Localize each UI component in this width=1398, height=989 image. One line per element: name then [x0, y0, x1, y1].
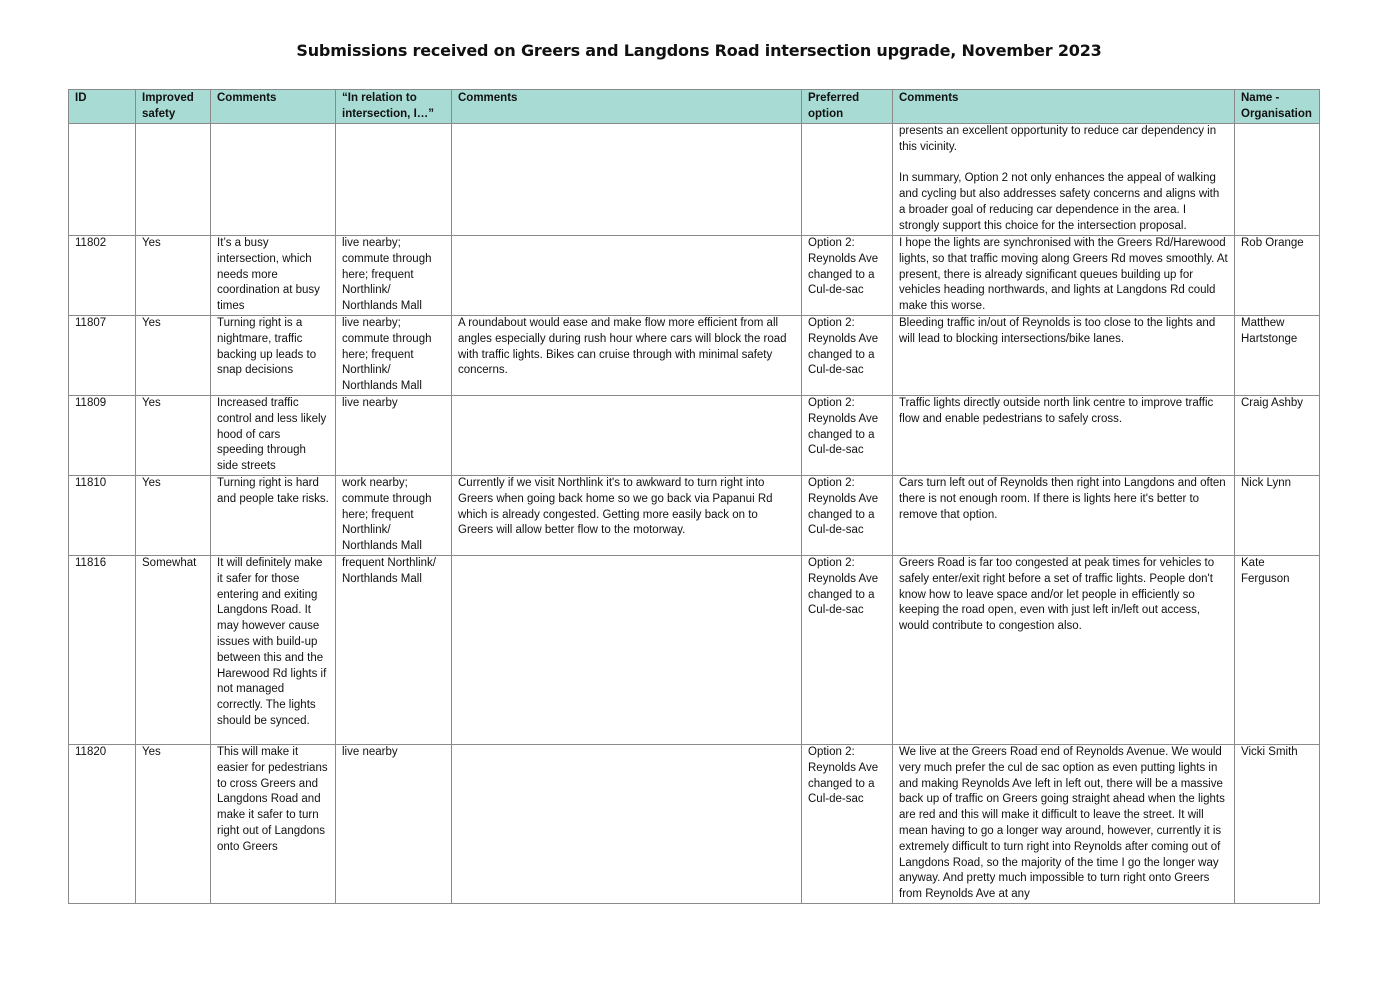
table-header-row — [69, 90, 1320, 124]
cell-option — [802, 124, 893, 236]
cell-comments-option: presents an excellent opportunity to reduce car dependency in this vicinity. In summary, Option 2 not only enhances the appeal of walking and cycling but also addresses safety concerns and aligns with a broader goal of reducing car dependence in the area. I strongly support this choice for the intersection proposal. — [893, 124, 1235, 236]
cell-option: Option 2: Reynolds Ave changed to a Cul-de-sac — [802, 236, 893, 316]
header-comments-safety: Comments — [211, 90, 336, 124]
cell-name: Rob Orange — [1235, 236, 1320, 316]
cell-comments-relation: Currently if we visit Northlink it's to awkward to turn right into Greers when going back home so we go back via Papanui Rd which is already congested. Getting more easily back on to Greers will allow better flow to the motorway. — [452, 475, 802, 555]
cell-name — [1235, 124, 1320, 236]
header-relation: “In relation to intersection, I…” — [336, 90, 452, 124]
cell-option: Option 2: Reynolds Ave changed to a Cul-de-sac — [802, 744, 893, 903]
table-row — [69, 395, 1320, 475]
cell-comments-option: We live at the Greers Road end of Reynolds Avenue. We would very much prefer the cul de sac option as even putting lights in and making Reynolds Ave left in left out, there will be a massive back up of traffic on Greers going straight ahead when the lights are red and this will make it difficult to leave the street. It will mean having to go a longer way around, however, currently it is extremely difficult to turn right into Reynolds after coming out of Langdons Road, so the majority of the time I go the longer way anyway. And pretty much impossible to turn right onto Greers from Reynolds Ave at any — [893, 744, 1235, 903]
table-row — [69, 744, 1320, 903]
cell-safety: Yes — [136, 395, 211, 475]
header-improved-safety: Improved safety — [136, 90, 211, 124]
cell-comments-relation — [452, 744, 802, 903]
cell-name: Matthew Hartstonge — [1235, 315, 1320, 395]
cell-comments-safety: Turning right is a nightmare, traffic backing up leads to snap decisions — [211, 315, 336, 395]
cell-comments-safety: It will definitely make it safer for those entering and exiting Langdons Road. It may however cause issues with build-up between this and the Harewood Rd lights if not managed correctly. The lights should be synced. — [211, 555, 336, 744]
cell-relation: frequent Northlink/ Northlands Mall — [336, 555, 452, 744]
header-comments-relation: Comments — [452, 90, 802, 124]
cell-id: 11816 — [69, 555, 136, 744]
cell-comments-safety: This will make it easier for pedestrians to cross Greers and Langdons Road and make it safer to turn right out of Langdons onto Greers — [211, 744, 336, 903]
header-name-organisation: Name - Organisation — [1235, 90, 1320, 124]
cell-relation: live nearby — [336, 395, 452, 475]
cell-id: 11809 — [69, 395, 136, 475]
cell-id: 11820 — [69, 744, 136, 903]
cell-relation — [336, 124, 452, 236]
cell-id: 11802 — [69, 236, 136, 316]
cell-comments-relation — [452, 395, 802, 475]
cell-comments-option: Cars turn left out of Reynolds then right into Langdons and often there is not enough room. If there is lights here it's better to remove that option. — [893, 475, 1235, 555]
cell-comments-safety: Increased traffic control and less likely hood of cars speeding through side streets — [211, 395, 336, 475]
cell-relation: live nearby; commute through here; frequent Northlink/ Northlands Mall — [336, 236, 452, 316]
cell-option: Option 2: Reynolds Ave changed to a Cul-de-sac — [802, 315, 893, 395]
cell-comments-option: Traffic lights directly outside north link centre to improve traffic flow and enable pedestrians to safely cross. — [893, 395, 1235, 475]
header-comments-option: Comments — [893, 90, 1235, 124]
header-preferred-option: Preferred option — [802, 90, 893, 124]
cell-name: Kate Ferguson — [1235, 555, 1320, 744]
cell-name: Vicki Smith — [1235, 744, 1320, 903]
cell-option: Option 2: Reynolds Ave changed to a Cul-de-sac — [802, 555, 893, 744]
cell-id — [69, 124, 136, 236]
table-row — [69, 236, 1320, 316]
cell-safety: Yes — [136, 475, 211, 555]
cell-safety: Somewhat — [136, 555, 211, 744]
table-row — [69, 315, 1320, 395]
cell-comments-relation — [452, 555, 802, 744]
cell-safety — [136, 124, 211, 236]
cell-comments-safety — [211, 124, 336, 236]
table-row — [69, 555, 1320, 744]
cell-id: 11810 — [69, 475, 136, 555]
submissions-table — [68, 89, 1320, 904]
cell-safety: Yes — [136, 315, 211, 395]
cell-id: 11807 — [69, 315, 136, 395]
cell-comments-relation: A roundabout would ease and make flow more efficient from all angles especially during rush hour where cars will block the road with traffic lights. Bikes can cruise through with minimal safety concerns. — [452, 315, 802, 395]
header-id: ID — [69, 90, 136, 124]
cell-comments-relation — [452, 124, 802, 236]
cell-comments-option: I hope the lights are synchronised with the Greers Rd/Harewood lights, so that traffic moving along Greers Rd moves smoothly. At present, there is already significant queues building up for vehicles heading northwards, and lights at Langdons Rd could make this worse. — [893, 236, 1235, 316]
cell-comments-relation — [452, 236, 802, 316]
cell-relation: live nearby; commute through here; frequent Northlink/ Northlands Mall — [336, 315, 452, 395]
cell-option: Option 2: Reynolds Ave changed to a Cul-de-sac — [802, 395, 893, 475]
cell-comments-option: Greers Road is far too congested at peak times for vehicles to safely enter/exit right before a set of traffic lights. People don't know how to leave space and/or let people in efficiently so keeping the road open, even with just left in/left out access, would contribute to congestion also. — [893, 555, 1235, 744]
table-row — [69, 475, 1320, 555]
cell-name: Craig Ashby — [1235, 395, 1320, 475]
cell-relation: live nearby — [336, 744, 452, 903]
cell-safety: Yes — [136, 236, 211, 316]
table-row — [69, 124, 1320, 236]
page-title: Submissions received on Greers and Langdons Road intersection upgrade, November 2023 — [296, 41, 1102, 60]
cell-option: Option 2: Reynolds Ave changed to a Cul-de-sac — [802, 475, 893, 555]
cell-comments-option: Bleeding traffic in/out of Reynolds is too close to the lights and will lead to blocking intersections/bike lanes. — [893, 315, 1235, 395]
cell-comments-safety: Turning right is hard and people take risks. — [211, 475, 336, 555]
cell-name: Nick Lynn — [1235, 475, 1320, 555]
cell-safety: Yes — [136, 744, 211, 903]
cell-comments-safety: It’s a busy intersection, which needs more coordination at busy times — [211, 236, 336, 316]
cell-relation: work nearby; commute through here; frequent Northlink/ Northlands Mall — [336, 475, 452, 555]
